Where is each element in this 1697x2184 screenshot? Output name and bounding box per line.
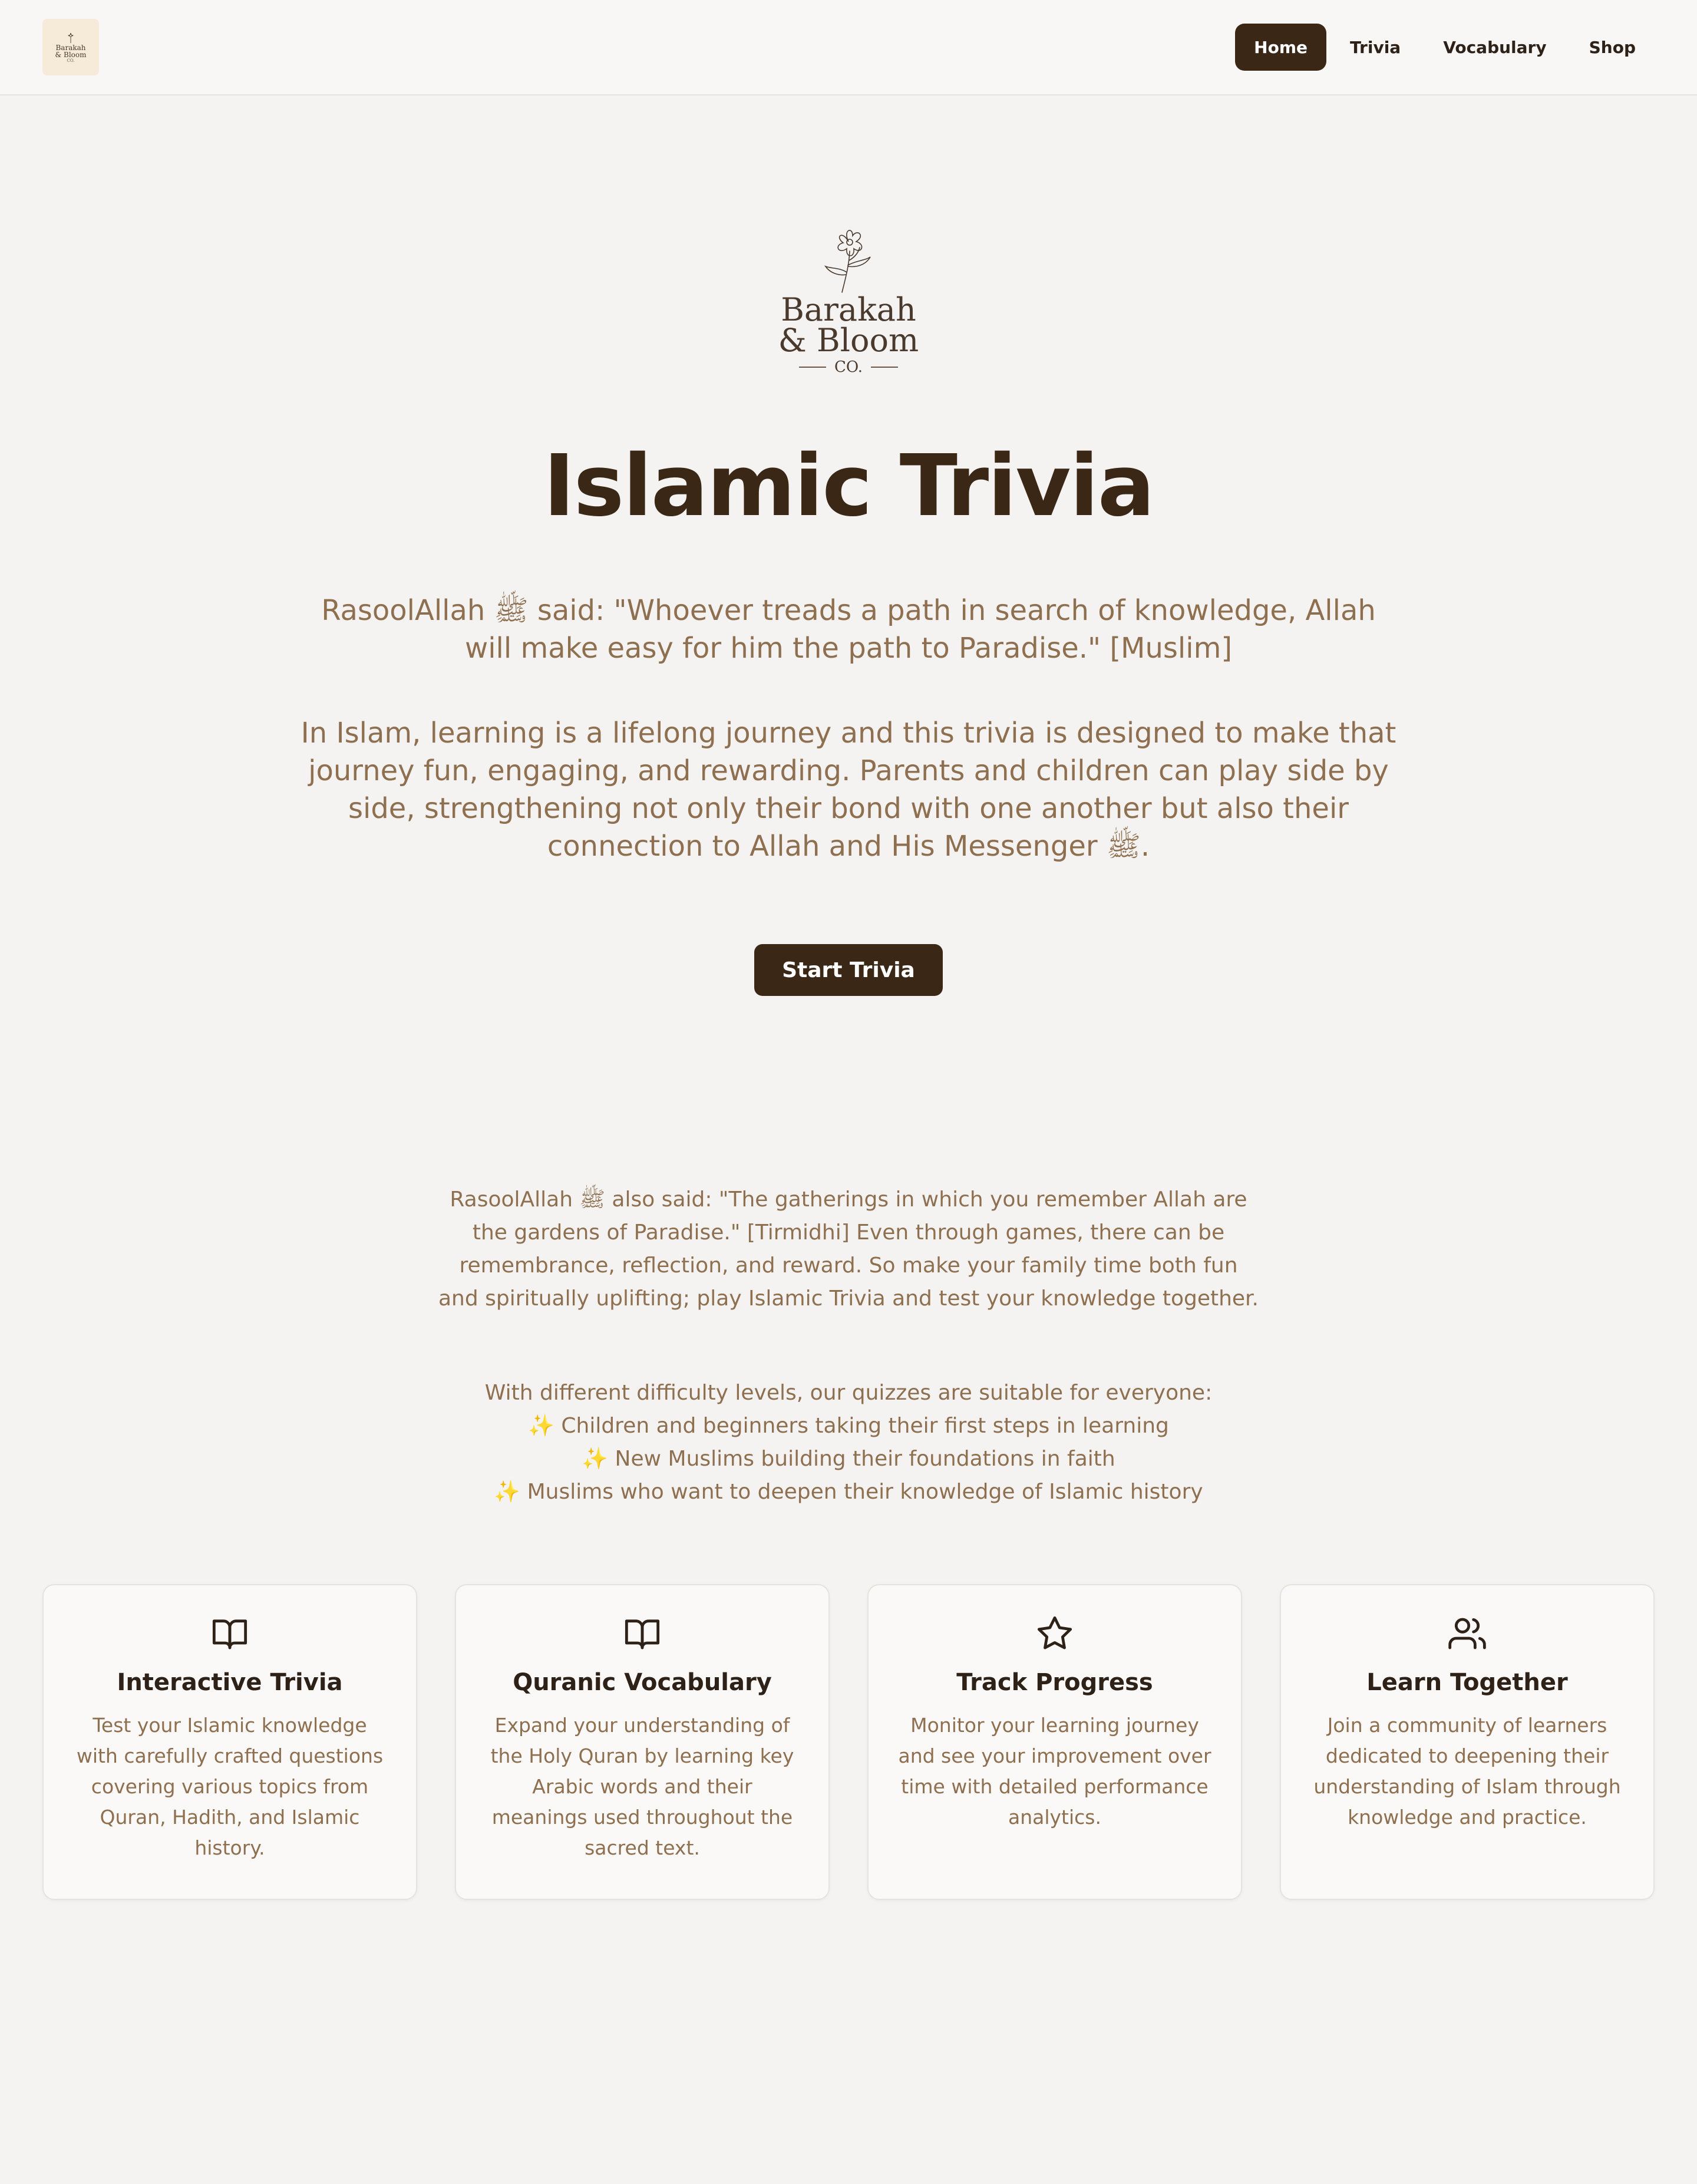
card-title: Quranic Vocabulary [513,1669,772,1696]
brand-co [799,358,898,376]
start-trivia-button[interactable]: Start Trivia [754,944,943,996]
brand-name-line1: Barakah [781,291,916,328]
book-open-icon [211,1615,249,1652]
feature-cards [42,1584,1655,1900]
card-title: Track Progress [956,1669,1153,1696]
star-icon [1036,1615,1074,1652]
header-logo-line2: & Bloom [55,50,87,59]
gatherings-hadith-text: RasoolAllah ﷺ also said: "The gatherings in which you remember Allah are the gardens of Paradise." [Tirmidhi] Even through games, there can be remembrance, reflection, and reward. So make your family time both fun and spiritually uplifting; play Islamic Trivia and test your knowledge together. [438,1187,1259,1311]
divider [799,367,826,368]
level-item: ✨ Muslims who want to deepen their knowledge of Islamic history [494,1480,1203,1504]
header-logo-line3: CO. [67,58,75,63]
header-logo-line1: Barakah [55,43,86,52]
brand-logo [760,224,937,383]
level-item: ✨ New Muslims building their foundations in faith [582,1447,1115,1471]
brand-name-line2: & Bloom [778,322,919,359]
card-quranic-vocabulary[interactable] [455,1584,830,1900]
nav-home[interactable]: Home [1235,24,1326,71]
card-description: Monitor your learning journey and see your improvement over time with detailed performance analytics. [898,1714,1211,1829]
card-interactive-trivia[interactable] [42,1584,417,1900]
card-description: Join a community of learners dedicated to deepening their understanding of Islam through knowledge and practice. [1313,1714,1621,1829]
nav-trivia[interactable]: Trivia [1350,37,1401,57]
page-title: Islamic Trivia [543,436,1154,535]
levels-intro: With different difficulty levels, our quizzes are suitable for everyone: [484,1381,1213,1405]
hadith-quote: RasoolAllah ﷺ said: "Whoever treads a path in search of knowledge, Allah will make easy for him the path to Paradise." [Muslim] [321,594,1376,665]
main-nav [1230,24,1655,71]
difficulty-levels [436,1377,1261,1509]
card-learn-together[interactable] [1280,1584,1655,1900]
divider [871,367,898,368]
brand-co-text: CO. [834,358,863,376]
users-icon [1448,1615,1486,1652]
flower-icon [64,31,77,44]
nav-vocabulary[interactable]: Vocabulary [1443,37,1547,57]
card-track-progress[interactable] [867,1584,1242,1900]
site-header [0,0,1697,95]
nav-shop[interactable]: Shop [1589,37,1636,57]
card-description: Expand your understanding of the Holy Quran by learning key Arabic words and their meanings used throughout the sacred text. [490,1714,794,1859]
flower-icon [816,224,881,295]
card-description: Test your Islamic knowledge with carefully crafted questions covering various topics from Quran, Hadith, and Islamic history. [76,1714,384,1859]
header-logo[interactable] [42,19,99,75]
card-title: Learn Together [1366,1669,1568,1696]
level-item: ✨ Children and beginners taking their first steps in learning [528,1414,1169,1438]
book-open-icon [623,1615,661,1652]
card-title: Interactive Trivia [117,1669,343,1696]
intro-text: In Islam, learning is a lifelong journey and this trivia is designed to make that journey fun, engaging, and rewarding. Parents and children can play side by side, strengthening not only their bond with one another but also their connection to Allah and His Messenger ﷺ. [301,717,1396,863]
